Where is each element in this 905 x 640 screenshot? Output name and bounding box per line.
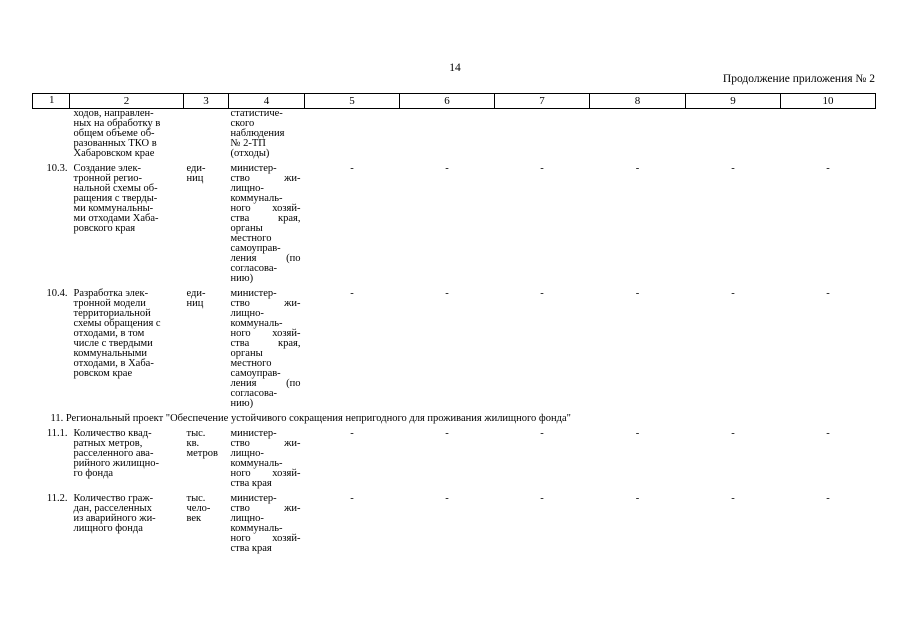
value-cell: - bbox=[540, 163, 544, 174]
text-word: ство bbox=[230, 438, 250, 449]
header-cell-9: 9 bbox=[686, 94, 781, 109]
text-word: местного bbox=[230, 358, 272, 369]
text-word: самоуправ- bbox=[230, 243, 281, 254]
responsible-cell bbox=[229, 494, 305, 554]
value-cell: - bbox=[635, 428, 640, 439]
text-word: нию) bbox=[230, 273, 254, 284]
text-line: тыс. bbox=[186, 428, 206, 439]
value-cell: - bbox=[731, 493, 735, 504]
text-word: ство bbox=[230, 503, 250, 514]
row-number: 11.1. bbox=[46, 428, 68, 439]
text-line: ходов, направлен- bbox=[73, 108, 154, 119]
value-cell: - bbox=[635, 288, 640, 299]
value-cell: - bbox=[826, 288, 830, 299]
text-word: органы bbox=[230, 223, 263, 234]
value-cell bbox=[305, 109, 400, 160]
text-line bbox=[231, 274, 301, 284]
text-line: числе с твердыми bbox=[73, 338, 153, 349]
text-word: ления bbox=[230, 253, 257, 264]
value-cell: - bbox=[350, 163, 354, 174]
text-line: наблюдения bbox=[230, 128, 285, 139]
header-cell-7: 7 bbox=[495, 94, 590, 109]
text-line: ращения с тверды- bbox=[73, 193, 158, 204]
text-line: чело- bbox=[186, 503, 211, 514]
text-line: Хабаровском крае bbox=[73, 148, 155, 159]
indicator-name bbox=[70, 289, 184, 409]
text-line: территориальной bbox=[73, 308, 151, 319]
text-line: ных на обработку в bbox=[73, 118, 161, 129]
text-line: дан, расселенных bbox=[73, 503, 152, 514]
header-cell-3: 3 bbox=[184, 94, 229, 109]
value-cell: - bbox=[826, 428, 830, 439]
table-row bbox=[33, 289, 876, 409]
value-cell: - bbox=[635, 163, 640, 174]
text-line: разованных ТКО в bbox=[73, 138, 157, 149]
text-line: тронной регио- bbox=[73, 173, 143, 184]
table-row bbox=[33, 494, 876, 554]
text-line: тронной модели bbox=[73, 298, 146, 309]
table-row bbox=[33, 164, 876, 284]
text-word: ления bbox=[230, 378, 257, 389]
row-number bbox=[33, 109, 70, 160]
text-line: еди- bbox=[186, 288, 206, 299]
text-line: ского bbox=[230, 118, 255, 129]
value-cell: - bbox=[445, 493, 449, 504]
text-line: общем объеме об- bbox=[73, 128, 155, 139]
table-row-continued bbox=[33, 109, 876, 160]
text-line: Количество граж- bbox=[73, 493, 154, 504]
text-line: метров bbox=[186, 448, 218, 459]
text-word: ства края bbox=[230, 478, 272, 489]
responsible-cell bbox=[229, 109, 305, 160]
header-cell-5: 5 bbox=[305, 94, 400, 109]
value-cell bbox=[781, 109, 876, 160]
value-cell: - bbox=[826, 163, 830, 174]
text-word: лищно- bbox=[230, 513, 264, 524]
text-word: ства bbox=[230, 338, 250, 349]
header-cell-6: 6 bbox=[400, 94, 495, 109]
text-line: ровском крае bbox=[73, 368, 133, 379]
section-title: 11. Региональный проект "Обеспечение устойчивого сокращения непригодного для проживания жилищного фонда" bbox=[50, 413, 571, 424]
text-line: кв. bbox=[186, 438, 200, 449]
text-line: отходами, в Хаба- bbox=[73, 358, 154, 369]
header-cell-10: 10 bbox=[781, 94, 876, 109]
section-row bbox=[33, 414, 876, 424]
text-word: края, bbox=[278, 213, 301, 224]
text-word: жи- bbox=[284, 173, 301, 184]
value-cell bbox=[686, 109, 781, 160]
text-word: жи- bbox=[284, 503, 301, 514]
value-cell: - bbox=[826, 493, 830, 504]
header-cell-1: 1 bbox=[33, 94, 70, 109]
unit-cell bbox=[184, 289, 229, 409]
text-word: ство bbox=[230, 298, 250, 309]
text-line: нальной схемы об- bbox=[73, 183, 158, 194]
continuation-caption: Продолжение приложения № 2 bbox=[722, 73, 875, 85]
text-line: тыс. bbox=[186, 493, 206, 504]
text-word: местного bbox=[230, 233, 272, 244]
text-word: коммуналь- bbox=[230, 318, 283, 329]
value-cell: - bbox=[350, 428, 354, 439]
row-number: 10.3. bbox=[46, 163, 68, 174]
text-line: Разработка элек- bbox=[73, 288, 149, 299]
value-cell: - bbox=[540, 288, 544, 299]
text-word: ного bbox=[230, 533, 251, 544]
text-line: го фонда bbox=[73, 468, 114, 479]
indicator-name bbox=[70, 429, 184, 489]
indicator-name bbox=[70, 109, 184, 160]
indicators-table bbox=[32, 93, 876, 554]
text-word: коммуналь- bbox=[230, 458, 283, 469]
text-word: министер- bbox=[230, 288, 277, 299]
text-word: хозяй- bbox=[272, 533, 301, 544]
text-word: хозяй- bbox=[272, 468, 301, 479]
text-word: (по bbox=[286, 253, 301, 264]
value-cell bbox=[590, 109, 686, 160]
unit-cell bbox=[184, 429, 229, 489]
unit-cell bbox=[184, 109, 229, 160]
text-word: (по bbox=[286, 378, 301, 389]
text-line: рийного жилищно- bbox=[73, 458, 159, 469]
text-word: края, bbox=[278, 338, 301, 349]
responsible-cell bbox=[229, 289, 305, 409]
text-word: ства края bbox=[230, 543, 272, 554]
text-line: ми коммунальны- bbox=[73, 203, 154, 214]
text-line: еди- bbox=[186, 163, 206, 174]
value-cell: - bbox=[445, 288, 449, 299]
text-line: ратных метров, bbox=[73, 438, 143, 449]
text-word: лищно- bbox=[230, 448, 264, 459]
value-cell: - bbox=[731, 428, 735, 439]
text-line: ниц bbox=[186, 173, 204, 184]
value-cell bbox=[495, 109, 590, 160]
text-line: отходами, в том bbox=[73, 328, 145, 339]
text-word: ного bbox=[230, 468, 251, 479]
text-line: из аварийного жи- bbox=[73, 513, 156, 524]
text-line bbox=[231, 479, 301, 489]
text-line: (отходы) bbox=[230, 148, 270, 159]
value-cell: - bbox=[445, 428, 449, 439]
table-row bbox=[33, 429, 876, 489]
row-number: 11.2. bbox=[46, 493, 68, 504]
text-word: министер- bbox=[230, 428, 277, 439]
text-line bbox=[231, 399, 301, 409]
header-cell-8: 8 bbox=[590, 94, 686, 109]
value-cell: - bbox=[350, 493, 354, 504]
page-number: 14 bbox=[449, 62, 461, 74]
value-cell: - bbox=[731, 163, 735, 174]
text-word: органы bbox=[230, 348, 263, 359]
text-word: ства bbox=[230, 213, 250, 224]
text-word: нию) bbox=[230, 398, 254, 409]
responsible-cell bbox=[229, 429, 305, 489]
text-line: схемы обращения с bbox=[73, 318, 161, 329]
value-cell: - bbox=[731, 288, 735, 299]
text-line: век bbox=[186, 513, 202, 524]
text-word: ство bbox=[230, 173, 250, 184]
text-word: согласова- bbox=[230, 388, 277, 399]
header-cell-2: 2 bbox=[70, 94, 184, 109]
value-cell: - bbox=[350, 288, 354, 299]
indicator-name bbox=[70, 164, 184, 284]
text-line: статистиче- bbox=[230, 108, 283, 119]
indicator-name bbox=[70, 494, 184, 554]
text-word: коммуналь- bbox=[230, 193, 283, 204]
text-word: ного bbox=[230, 328, 251, 339]
text-word: хозяй- bbox=[272, 203, 301, 214]
text-word: жи- bbox=[284, 438, 301, 449]
row-number: 10.4. bbox=[46, 288, 68, 299]
unit-cell bbox=[184, 164, 229, 284]
header-cell-4: 4 bbox=[229, 94, 305, 109]
text-word: хозяй- bbox=[272, 328, 301, 339]
value-cell bbox=[400, 109, 495, 160]
text-word: коммуналь- bbox=[230, 523, 283, 534]
responsible-cell bbox=[229, 164, 305, 284]
text-line: Создание элек- bbox=[73, 163, 142, 174]
value-cell: - bbox=[635, 493, 640, 504]
text-word: министер- bbox=[230, 493, 277, 504]
text-line: коммунальными bbox=[73, 348, 147, 359]
text-line: ровского края bbox=[73, 223, 136, 234]
text-line: Количество квад- bbox=[73, 428, 152, 439]
text-word: самоуправ- bbox=[230, 368, 281, 379]
header-row bbox=[33, 94, 876, 109]
text-line: ми отходами Хаба- bbox=[73, 213, 159, 224]
text-line: расселенного ава- bbox=[73, 448, 154, 459]
text-word: ного bbox=[230, 203, 251, 214]
value-cell: - bbox=[540, 493, 544, 504]
text-line: № 2-ТП bbox=[230, 138, 266, 149]
text-line: ниц bbox=[186, 298, 204, 309]
value-cell: - bbox=[445, 163, 449, 174]
text-word: лищно- bbox=[230, 183, 264, 194]
text-word: жи- bbox=[284, 298, 301, 309]
text-line: лищного фонда bbox=[73, 523, 143, 534]
text-word: министер- bbox=[230, 163, 277, 174]
text-word: лищно- bbox=[230, 308, 264, 319]
unit-cell bbox=[184, 494, 229, 554]
text-word: согласова- bbox=[230, 263, 277, 274]
value-cell: - bbox=[540, 428, 544, 439]
text-line bbox=[231, 544, 301, 554]
